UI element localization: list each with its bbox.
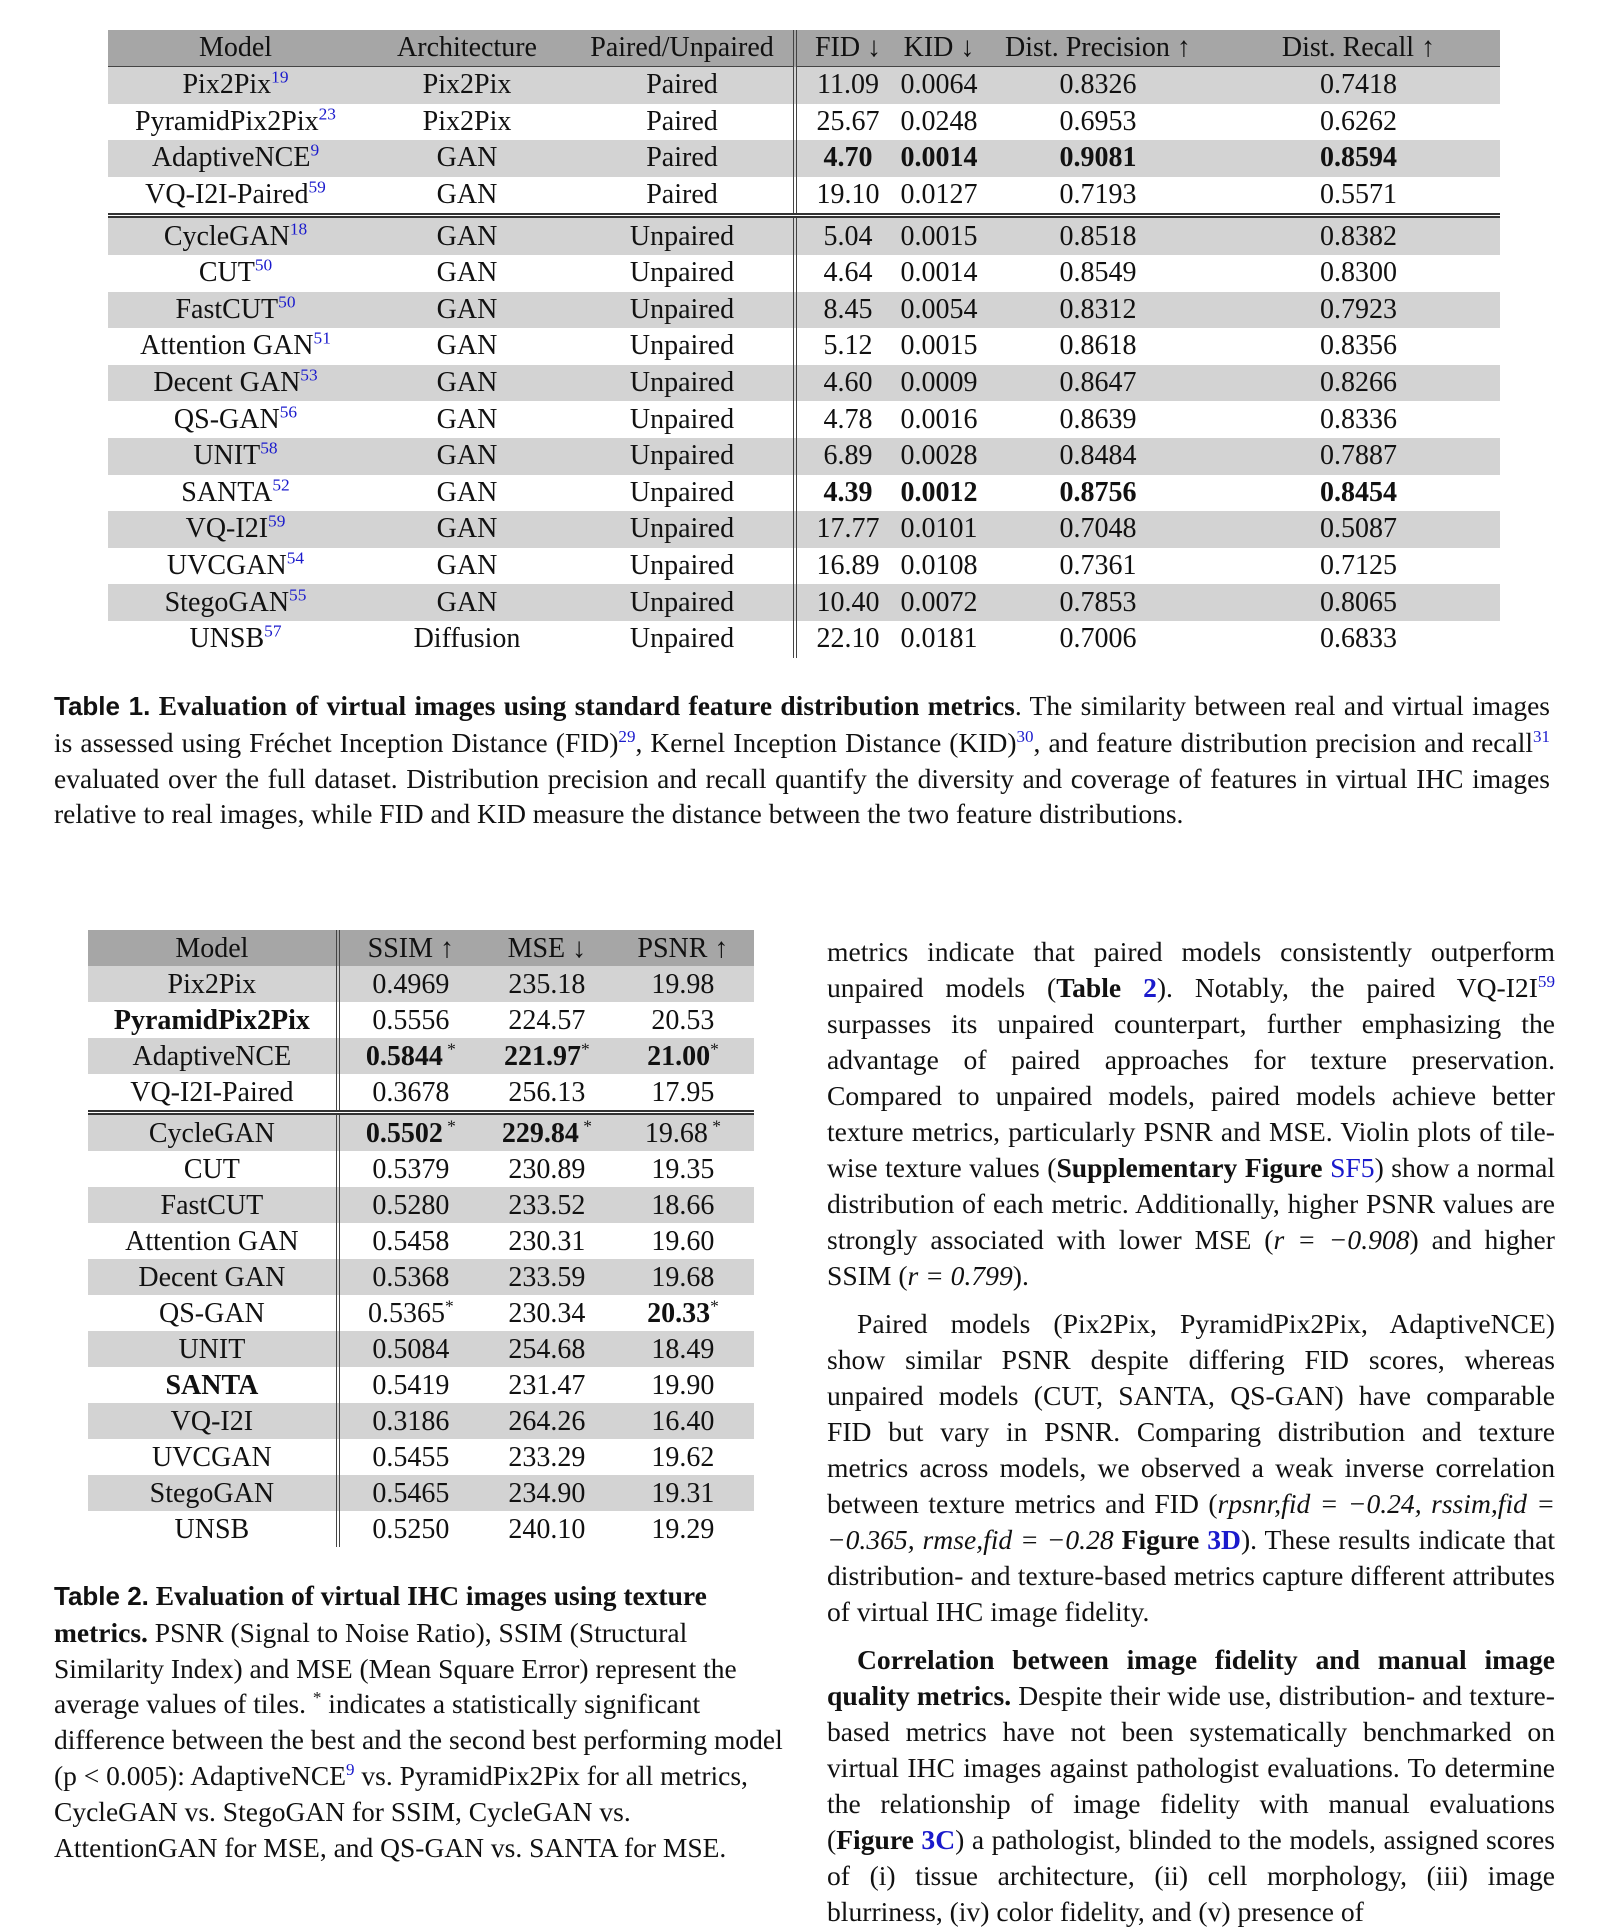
table-cell-model: QS-GAN [158,1297,265,1329]
table-cell-model: CUT [183,1153,240,1185]
table-cell-prec: 0.7048 [1059,513,1137,545]
table-row [88,1331,754,1367]
table-cell-psnr: 19.98 [651,968,715,1000]
table-row [108,216,1500,255]
table-cell-arch: GAN [436,550,498,582]
table-cell-rec: 0.8266 [1320,367,1397,399]
table-1-column-header: Model [198,32,273,63]
table-cell-model: UVCGAN$^{54}$ [166,548,305,582]
paragraph: Correlation between image fidelity and manual image quality metrics. Despite their wide use, distribution- and texture-based metrics have not been systematically benchmarked on virtual IHC images against pathologist evaluations. To determine the relationship of image fidelity with manual evaluations (Figure 3C) a pathologist, blinded to the models, assigned scores of (i) tissue architecture, (ii) cell morphology, (iii) image blurriness, (iv) color fidelity, and (v) presence of [827,1644,1556,1927]
table-cell-model: StegoGAN [149,1477,275,1509]
table-cell-prec: 0.7193 [1059,179,1137,211]
table-2-column-header: SSIM ↑ [338,930,482,966]
table-row [88,1151,754,1187]
table-cell-ssim: 0.5502 * [338,1113,482,1152]
table-cell-arch: GAN [436,440,498,472]
table-cell-fid: 4.78 [795,401,899,438]
table-cell-fid: 25.67 [795,104,899,141]
paragraph: metrics indicate that paired models consistently outperform unpaired models (Table 2). Notably, the paired $VQ-I2I^{59}$ surpasses its unpaired counterpart, further emphasizing the advantage of paired approaches for texture preservation. Compared to unpaired models, paired models achieve better texture metrics, particularly PSNR and MSE. Violin plots of tile-wise texture values (Supplementary Figure SF5) show a normal distribution of each metric. Additionally, higher PSNR values are strongly associated with lower MSE (r = −0.908) and higher SSIM (r = 0.799). [827,936,1556,1291]
table-cell-mse: 240.10 [508,1513,586,1545]
table-1-column-header: Dist. Recall ↑ [1281,32,1436,63]
table-1-caption: Table 1. Evaluation of virtual images using standard feature distribution metrics. The similarity between real and virtual images is assessed using Fréchet Inception Distance (FID)$^{29}$, Kernel Inception Distance (KID)$^{30}$, and feature distribution precision and recall$^{31}$ evaluated over the full dataset. Distribution precision and recall quantify the diversity and coverage of features in virtual IHC images relative to real images, while FID and KID measure the distance between the two feature distributions. [54,690,1551,830]
table-cell-rec: 0.7125 [1320,550,1397,582]
table-cell-rec: 0.7887 [1320,440,1397,472]
table-cell-ssim: 0.3678 [338,1074,482,1113]
table-cell-fid: 22.10 [795,621,899,658]
table-cell-fid: 17.77 [795,511,899,548]
table-2-column-header: Model [175,932,249,964]
ref-link[interactable]: 30 [1016,726,1034,746]
ref-link[interactable]: 54 [286,548,305,568]
table-cell-fid: 5.12 [795,328,899,365]
table-cell-kid: 0.0248 [900,105,978,137]
table-cell-kid: 0.0012 [900,476,978,508]
table-cell-kid: 0.0014 [900,142,978,174]
table-row [108,584,1500,621]
table-cell-model: AdaptiveNCE [132,1040,292,1072]
table-1-column-header: Dist. Precision ↑ [1005,32,1191,63]
ref-link[interactable]: 50 [254,255,273,275]
table-1-column-header: Paired/Unpaired [590,32,774,63]
table-row [108,475,1500,512]
table-2-column-header: MSE ↓ [507,932,587,964]
table-cell-model: Pix2Pix [167,968,257,1000]
table-cell-psnr: 17.95 [651,1076,715,1108]
table-cell-kid: 0.0015 [899,216,979,255]
table-row [108,177,1500,216]
ref-link[interactable]: 59 [308,177,326,197]
table-cell-mse: 230.34 [508,1297,586,1329]
table-cell-kid: 0.0101 [900,513,978,545]
table-cell-pair: Unpaired [629,513,735,545]
table-cell-pair: Unpaired [571,216,795,255]
table-cell-pair: Paired [646,179,718,211]
table-cell-model: UNIT [178,1333,246,1365]
table-cell-fid: 4.60 [795,365,899,402]
table-cell-model: Pix2Pix$^{19}$ [108,67,363,104]
table-cell-pair: Unpaired [629,367,735,399]
table-cell-arch: GAN [363,216,571,255]
table-cell-fid: 8.45 [795,292,899,329]
table-cell-model: UNSB$^{57}$ [189,621,282,655]
table-cell-kid: 0.0108 [900,550,978,582]
table-cell-psnr: 16.40 [651,1405,715,1437]
paragraph: Paired models (Pix2Pix, PyramidPix2Pix, AdaptiveNCE) show similar PSNR despite differing FID scores, whereas unpaired models (CUT, SANTA, QS-GAN) have comparable FID but vary in PSNR. Comparing distribution and texture metrics across models, we observed a weak inverse correlation between texture metrics and FID (rpsnr,fid = −0.24, rssim,fid = −0.365, rmse,fid = −0.28 Figure 3D). These results indicate that distribution- and texture-based metrics capture different attributes of virtual IHC image fidelity. [827,1308,1555,1627]
table-cell-pair: Paired [646,142,718,174]
table-cell-prec: 0.7361 [1059,550,1137,582]
table-cell-ssim: 0.5419 [338,1367,482,1403]
ref-link[interactable]: 59 [1537,971,1556,991]
table-cell-kid: 0.0064 [899,67,979,104]
table-cell-model: CUT$^{50}$ [198,255,273,289]
table-cell-model: Decent GAN [138,1261,286,1293]
table-cell-pair: Unpaired [629,623,735,655]
table-row [88,966,754,1002]
table-cell-mse: 229.84 * [482,1113,612,1152]
table-1-label: Table 1. [54,691,151,721]
ref-link[interactable]: 23 [318,104,336,124]
table-row [108,621,1500,658]
table-cell-pair: Unpaired [629,403,735,435]
table-cell-model: StegoGAN$^{55}$ [164,585,307,618]
table-cell-ssim: 0.5379 [338,1151,482,1187]
ref-link[interactable]: 19 [271,67,289,87]
table-cell-prec: 0.7006 [1059,623,1137,655]
table-cell-ssim: 0.3186 [338,1403,482,1439]
table-cell-mse: 234.90 [508,1477,586,1509]
table-row [108,328,1500,365]
table-cell-model: CycleGAN [88,1113,338,1152]
table-cell-pair: Unpaired [629,257,735,289]
table-cell-mse: 233.52 [508,1189,586,1221]
table-cell-arch: GAN [436,367,498,399]
table-cell-kid: 0.0127 [900,179,978,211]
figure-ref-link[interactable]: 3C [921,1824,956,1855]
table-row [108,292,1500,329]
table-cell-model: QS-GAN$^{56}$ [173,402,298,435]
table-cell-psnr: 19.31 [651,1477,715,1509]
table-row [108,255,1500,292]
table-1-column-header: FID ↓ [795,30,899,67]
table-cell-fid: 16.89 [795,548,899,585]
table-cell-rec: 0.6833 [1320,623,1397,655]
table-cell-prec: 0.8484 [1059,440,1137,472]
table-cell-ssim: 0.5556 [338,1002,482,1038]
table-cell-model: UNIT$^{58}$ [193,438,278,472]
table-cell-model: VQ-I2I-Paired [130,1076,294,1108]
table-row [88,1002,754,1038]
ref-link[interactable]: 9 [310,141,320,161]
table-cell-model: SANTA$^{52}$ [181,475,290,508]
table-cell-model: PyramidPix2Pix$^{23}$ [135,104,336,137]
table-cell-psnr: 21.00* [647,1039,719,1072]
table-cell-psnr: 19.90 [651,1369,715,1401]
table-cell-psnr: 19.60 [651,1225,715,1257]
ref-link[interactable]: 58 [260,438,278,458]
table-1-header-row [108,30,1500,67]
table-cell-rec: 0.6262 [1320,105,1397,137]
table-cell-psnr: 19.68 * [612,1113,754,1152]
table-cell-prec: 0.8326 [979,67,1217,104]
table-cell-arch: GAN [436,586,498,618]
table-cell-kid: 0.0016 [900,403,978,435]
table-row [88,1511,754,1547]
table-cell-rec: 0.8594 [1320,142,1397,174]
table-cell-arch: GAN [436,476,498,508]
table-cell-rec: 0.8454 [1320,476,1397,508]
table-cell-pair: Paired [571,67,795,104]
table-cell-fid: 5.04 [795,216,899,255]
table-cell-prec: 0.8647 [1059,367,1137,399]
table-cell-mse: 264.26 [508,1405,586,1437]
table-cell-model: Decent GAN$^{53}$ [153,365,318,399]
table-cell-kid: 0.0009 [900,367,978,399]
table-row [88,1038,754,1074]
table-cell-arch: GAN [436,403,498,435]
table-cell-prec: 0.8639 [1059,403,1137,435]
table-cell-ssim: 0.5465 [338,1475,482,1511]
table-cell-rec: 0.7923 [1320,293,1397,325]
table-cell-mse: 254.68 [508,1333,586,1365]
table-cell-arch: GAN [436,293,498,325]
table-cell-psnr: 18.66 [651,1189,715,1221]
table-cell-prec: 0.6953 [1059,105,1137,137]
ref-link[interactable]: 50 [278,292,296,312]
table-cell-fid: 4.39 [795,475,899,512]
table-cell-ssim: 0.4969 [338,966,482,1002]
ref-link[interactable]: 53 [300,365,318,385]
table-row [88,1074,754,1113]
ref-link[interactable]: 56 [279,402,298,422]
table-cell-psnr: 20.33* [647,1296,719,1329]
table-cell-fid: 6.89 [795,438,899,475]
table-cell-rec: 0.8382 [1217,216,1500,255]
table-1-title: Evaluation of virtual images using standard feature distribution metrics [158,690,1015,721]
table-cell-mse: 233.59 [508,1261,586,1293]
table-cell-arch: GAN [436,330,498,362]
table-cell-psnr: 19.62 [651,1441,715,1473]
table-cell-mse: 233.29 [508,1441,586,1473]
table-cell-pair: Unpaired [629,293,735,325]
table-cell-fid: 4.64 [795,255,899,292]
table-row [108,438,1500,475]
table-row [108,401,1500,438]
table-cell-arch: Pix2Pix [422,105,512,137]
table-cell-prec: 0.8618 [1059,330,1137,362]
table-cell-psnr: 19.35 [651,1153,715,1185]
table-cell-mse: 235.18 [508,968,586,1000]
table-row [88,1187,754,1223]
table-cell-kid: 0.0054 [900,293,978,325]
table-cell-psnr: 19.29 [651,1513,715,1545]
table-cell-pair: Paired [646,105,718,137]
table-2-header-row [88,930,754,966]
table-cell-model: VQ-I2I [170,1405,254,1437]
figure-ref-link[interactable]: 3D [1207,1524,1241,1555]
table-cell-mse: 221.97* [504,1039,590,1072]
table-cell-ssim: 0.5844 * [338,1038,482,1074]
table-cell-psnr: 19.68 [651,1261,715,1293]
table-cell-mse: 230.31 [508,1225,586,1257]
table-cell-pair: Unpaired [629,440,735,472]
table-cell-fid: 11.09 [795,67,899,104]
ref-link[interactable]: 29 [618,726,636,746]
table-row [108,511,1500,548]
table-cell-arch: GAN [436,142,498,174]
table-cell-model: CycleGAN$^{18}$ [108,216,363,255]
table-row [88,1367,754,1403]
table-1-column-header: Architecture [397,32,537,63]
table-2-label: Table 2. [54,1581,149,1611]
table-row [88,1113,754,1152]
table-row [108,140,1500,177]
ref-link[interactable]: 59 [268,512,286,532]
table-cell-rec: 0.5087 [1320,513,1397,545]
table-cell-psnr: 20.53 [651,1004,715,1036]
ref-link[interactable]: 31 [1532,726,1551,746]
table-cell-arch: Pix2Pix [363,67,571,104]
table-cell-pair: Unpaired [629,476,735,508]
table-cell-model: VQ-I2I-Paired$^{59}$ [145,177,326,211]
table-cell-fid: 10.40 [795,584,899,621]
table-cell-rec: 0.8300 [1320,257,1397,289]
table-cell-mse: 230.89 [508,1153,586,1185]
table-cell-rec: 0.7418 [1217,67,1500,104]
ref-link[interactable]: 18 [289,219,308,239]
table-cell-psnr: 18.49 [651,1333,715,1365]
table-cell-ssim: 0.5458 [338,1223,482,1259]
table-2-caption: Table 2. Evaluation of virtual IHC images using texture metrics. PSNR (Signal to Noise Ratio), SSIM (Structural Similarity Index) and MSE (Mean Square Error) represent the average values of tiles. * indicates a statistically significant difference between the best and the second best performing model (p < 0.005): AdaptiveNCE$^9$ vs. PyramidPix2Pix for all metrics, CycleGAN vs. StegoGAN for SSIM, CycleGAN vs. AttentionGAN for MSE, and QS-GAN vs. SANTA for MSE. [54,1580,783,1863]
table-2-column-header: PSNR ↑ [637,932,729,964]
table-cell-ssim: 0.5455 [338,1439,482,1475]
table-cell-fid: 4.70 [795,140,899,177]
table-cell-mse: 224.57 [508,1004,586,1036]
table-cell-ssim: 0.5365* [338,1295,482,1331]
table-row [88,1259,754,1295]
table-cell-prec: 0.8312 [1059,293,1137,325]
figure-ref-link[interactable]: SF5 [1330,1152,1375,1183]
table-2 [88,930,754,1547]
table-cell-ssim: 0.5084 [338,1331,482,1367]
table-cell-mse: 256.13 [508,1076,586,1108]
table-cell-kid: 0.0028 [900,440,978,472]
table-cell-kid: 0.0072 [900,586,978,618]
table-cell-kid: 0.0014 [900,257,978,289]
table-row [108,548,1500,585]
table-row [108,365,1500,402]
table-ref-link[interactable]: 2 [1143,972,1157,1003]
table-cell-kid: 0.0181 [900,623,978,655]
table-cell-model: $VQ-I2I^{59}$ [185,512,286,545]
ref-link[interactable]: 55 [289,585,307,605]
table-1-column-header: KID ↓ [903,32,975,63]
table-cell-rec: 0.8336 [1320,403,1397,435]
ref-link[interactable]: 9 [346,1759,355,1779]
table-cell-arch: Diffusion [413,623,521,655]
table-cell-model: UVCGAN [151,1441,272,1473]
table-cell-prec: 0.8756 [1059,476,1137,508]
table-1 [108,30,1500,658]
table-cell-model: PyramidPix2Pix [113,1004,310,1036]
body-text-column [827,934,1555,1930]
table-cell-arch: GAN [436,513,498,545]
table-cell-rec: 0.8065 [1320,586,1397,618]
table-cell-ssim: 0.5280 [338,1187,482,1223]
section-heading: Correlation between image fidelity and manual image quality metrics. [827,1644,1555,1711]
table-cell-prec: 0.8549 [1059,257,1137,289]
table-cell-kid: 0.0015 [900,330,978,362]
table-cell-model: AdaptiveNCE$^9$ [151,141,320,174]
table-cell-arch: GAN [436,179,498,211]
table-row [88,1475,754,1511]
table-cell-model: SANTA [165,1369,259,1401]
table-row [88,1403,754,1439]
table-cell-prec: 0.9081 [1059,142,1137,174]
table-cell-rec: 0.8356 [1320,330,1397,362]
table-cell-pair: Unpaired [629,330,735,362]
table-cell-pair: Unpaired [629,586,735,618]
table-row [88,1295,754,1331]
table-cell-rec: 0.5571 [1320,179,1397,211]
table-cell-model: Attention GAN$^{51}$ [140,329,331,362]
ref-link[interactable]: 57 [264,621,282,641]
table-cell-prec: 0.7853 [1059,586,1137,618]
ref-link[interactable]: 51 [313,329,331,349]
table-cell-model: FastCUT [160,1189,264,1221]
table-cell-ssim: 0.5250 [338,1511,482,1547]
table-row [88,1223,754,1259]
table-2-title: Evaluation of virtual IHC images using texture metrics. [54,1580,707,1648]
table-cell-prec: 0.8518 [979,216,1217,255]
table-cell-arch: GAN [436,257,498,289]
table-cell-ssim: 0.5368 [338,1259,482,1295]
table-cell-mse: 231.47 [508,1369,586,1401]
table-row [108,67,1500,104]
table-cell-model: FastCUT$^{50}$ [175,292,296,325]
table-row [88,1439,754,1475]
table-cell-pair: Unpaired [629,550,735,582]
table-row [108,104,1500,141]
table-cell-fid: 19.10 [795,177,899,216]
table-cell-model: UNSB [174,1513,250,1545]
table-cell-model: Attention GAN [125,1225,299,1257]
ref-link[interactable]: 52 [272,475,290,495]
